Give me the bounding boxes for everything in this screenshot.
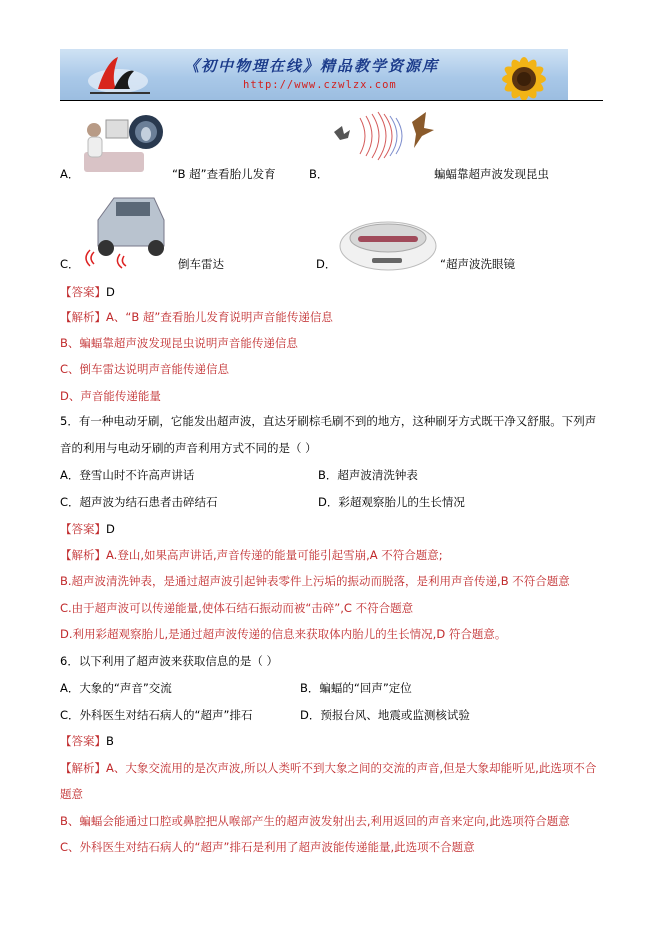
q5-analysis-line-1: 【解析】A.登山,如果高声讲话,声音传递的能量可能引起雪崩,A 不符合题意; xyxy=(60,548,443,562)
analysis-line-4: D、声音能传递能量 xyxy=(60,389,161,403)
option-d-caption: “超声波洗眼镜 xyxy=(440,257,515,271)
analysis-line-2: B、蝙蝠靠超声波发现昆虫说明声音能传递信息 xyxy=(60,336,298,350)
q6-option-a: A．大象的“声音”交流 xyxy=(60,681,172,695)
header-rule xyxy=(60,100,603,101)
q6-analysis-line-2: 题意 xyxy=(60,787,83,801)
q6-option-d: D．预报台风、地震或监测核试验 xyxy=(300,708,470,722)
option-c-letter: C． xyxy=(60,257,80,271)
banner-title: 《初中物理在线》精品教学资源库 xyxy=(184,57,440,75)
option-a-letter: A． xyxy=(60,167,80,181)
q6-answer-line xyxy=(60,733,114,749)
ultrasonic-cleaner-image xyxy=(338,210,438,272)
q6-answer-value: B xyxy=(106,734,114,748)
q5-analysis-line-2: B.超声波清洗钟表，是通过超声波引起钟表零件上污垢的振动而脱落，是利用声音传递,B 不符合题意 xyxy=(60,574,570,588)
b-ultrasound-image xyxy=(80,110,166,176)
analysis-line-1 xyxy=(60,309,333,325)
option-c-caption: 倒车雷达 xyxy=(178,257,224,271)
answer-label: 【答案】 xyxy=(60,285,106,299)
analysis-label: 【解析】 xyxy=(60,310,106,324)
q5-option-b: B．超声波清洗钟表 xyxy=(318,468,418,482)
reversing-radar-image xyxy=(80,190,174,270)
q6-answer-label: 【答案】 xyxy=(60,734,106,748)
sunflower-icon xyxy=(478,49,568,101)
q6-analysis-line-4: C、外科医生对结石病人的“超声”排石是利用了超声波能传递能量,此选项不合题意 xyxy=(60,840,475,854)
q6-option-c: C．外科医生对结石病人的“超声”排石 xyxy=(60,708,253,722)
q5-option-c: C．超声波为结石患者击碎结石 xyxy=(60,495,218,509)
option-d-letter: D． xyxy=(316,257,337,271)
analysis-line-3: C、倒车雷达说明声音能传递信息 xyxy=(60,362,230,376)
banner-url: http://www.czwlzx.com xyxy=(243,79,397,91)
q6-analysis-line-1: 【解析】A、大象交流用的是次声波,所以人类听不到大象之间的交流的声音,但是大象却能听见,此选项不合 xyxy=(60,761,597,775)
header-banner xyxy=(60,49,568,101)
q5-stem-line-1: 5．有一种电动牙刷，它能发出超声波，直达牙刷棕毛刷不到的地方，这种刷牙方式既干净又舒服。下列声 xyxy=(60,414,597,428)
q6-analysis-line-3: B、蝙蝠会能通过口腔或鼻腔把从喉部产生的超声波发射出去,利用返回的声音来定向,此选项符合题意 xyxy=(60,814,570,828)
q5-option-d: D．彩超观察胎儿的生长情况 xyxy=(318,495,465,509)
q5-analysis-line-3: C.由于超声波可以传递能量,使体石结石振动而被“击碎”,C 不符合题意 xyxy=(60,601,414,615)
answer-value: D xyxy=(106,285,115,299)
q5-stem-line-2: 音的利用与电动牙刷的声音利用方式不同的是（ ） xyxy=(60,441,317,455)
q5-analysis-line-4: D.利用彩超观察胎儿,是通过超声波传递的信息来获取体内胎儿的生长情况,D 符合题意。 xyxy=(60,627,507,641)
bat-insect-image xyxy=(330,108,442,164)
option-b-caption: 蝙蝠靠超声波发现昆虫 xyxy=(434,167,549,181)
q6-stem: 6．以下利用了超声波来获取信息的是（ ） xyxy=(60,654,278,668)
q5-answer-value: D xyxy=(106,522,115,536)
q5-option-a: A．登雪山时不许高声讲话 xyxy=(60,468,195,482)
option-b-letter: B． xyxy=(309,167,329,181)
option-a-caption: “B 超”查看胎儿发育 xyxy=(172,167,276,181)
logo-icon xyxy=(60,49,190,101)
q5-answer-line xyxy=(60,521,115,537)
analysis-text: A、“B 超”查看胎儿发育说明声音能传递信息 xyxy=(106,310,333,324)
q5-answer-label: 【答案】 xyxy=(60,522,106,536)
answer-line xyxy=(60,284,115,300)
q6-option-b: B．蝙蝠的“回声”定位 xyxy=(300,681,412,695)
